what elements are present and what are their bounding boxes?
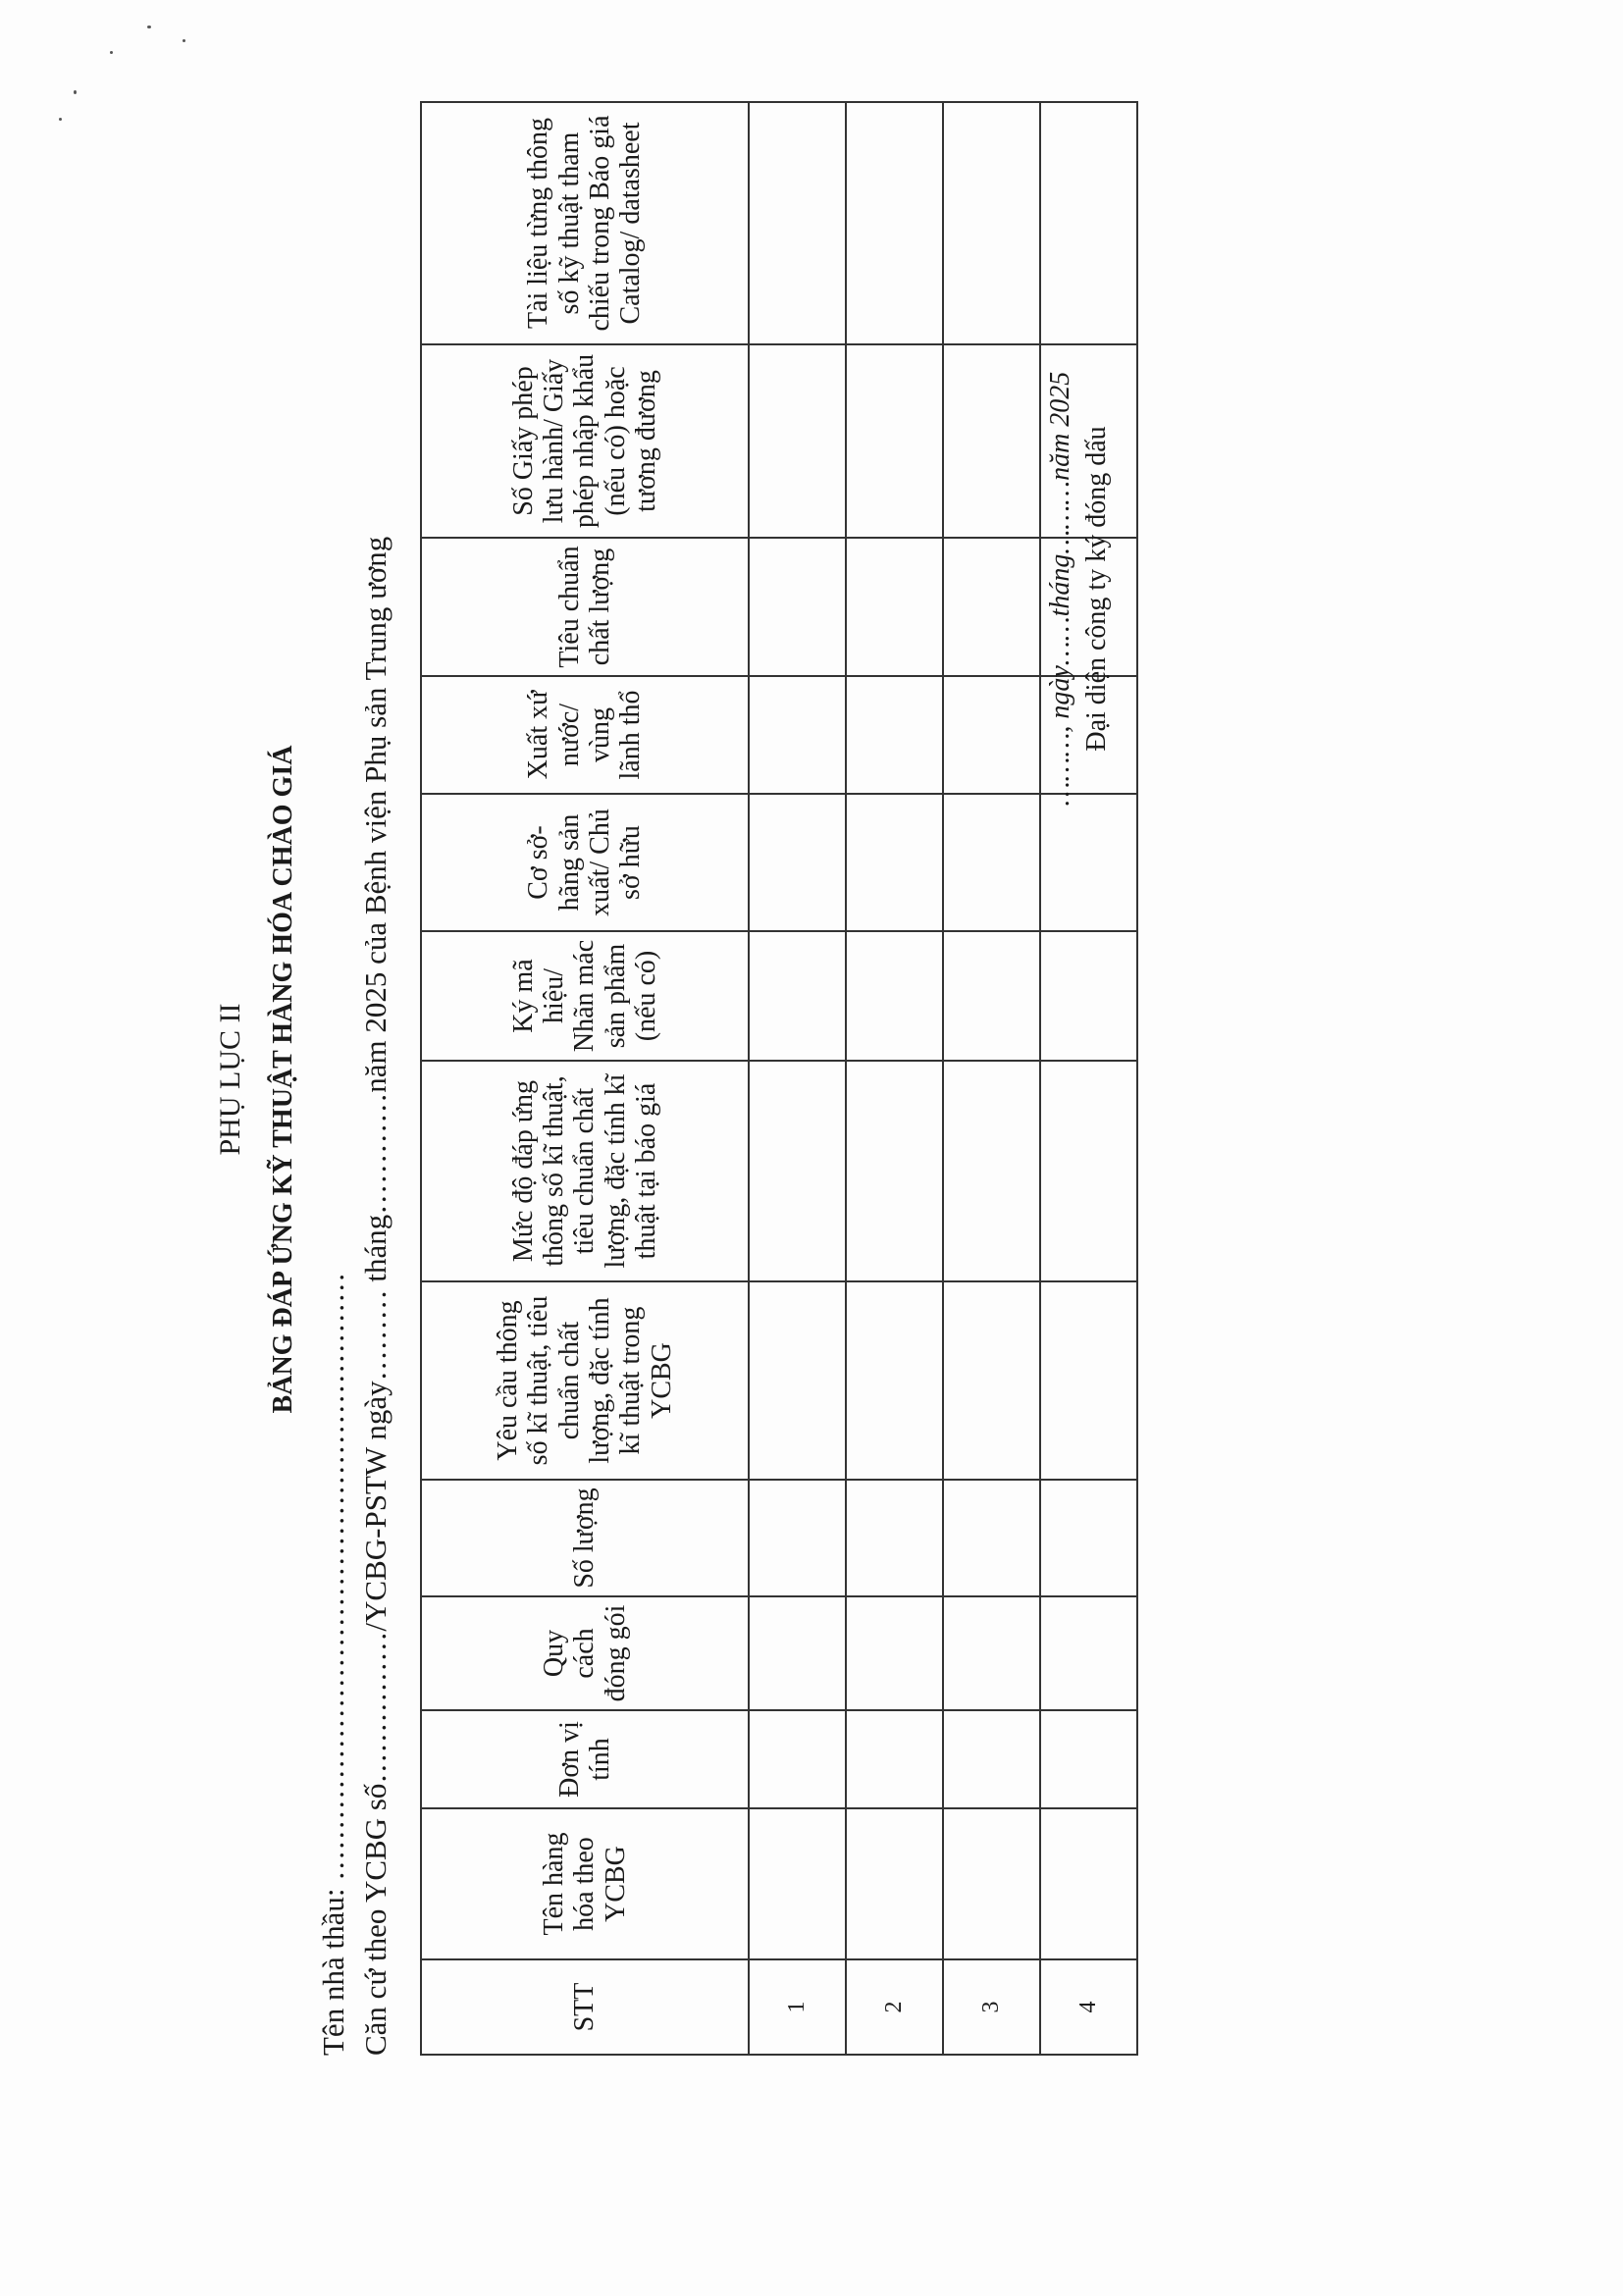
contractor-name-line: Tên nhà thầu: ……………………………………………………: [316, 1272, 350, 2056]
table-cell: [846, 1061, 943, 1281]
table-cell: [846, 1480, 943, 1596]
table-row: [749, 102, 846, 2055]
table-cell: [749, 794, 846, 931]
table-cell: [846, 1808, 943, 1959]
table-cell: [1040, 1596, 1137, 1710]
table-cell: [943, 102, 1040, 344]
row-number: 2: [846, 1959, 943, 2055]
table-cell: [749, 102, 846, 344]
table-cell: [943, 676, 1040, 794]
row-number: 1: [749, 1959, 846, 2055]
document-title: BẢNG ĐÁP ỨNG KỸ THUẬT HÀNG HÓA CHÀO GIÁ: [268, 745, 298, 1414]
table-cell: [846, 931, 943, 1061]
table-cell: [943, 794, 1040, 931]
table-cell: [943, 1596, 1040, 1710]
column-header-goods-name: Tên hàng hóa theo YCBG: [421, 1808, 749, 1959]
table-cell: [943, 1061, 1040, 1281]
appendix-title: PHỤ LỤC II: [214, 1003, 246, 1156]
column-header-manufacturer: Cơ sở- hãng sản xuất/ Chủ sở hữu: [421, 794, 749, 931]
table-cell: [1040, 1710, 1137, 1808]
table-cell: [749, 344, 846, 538]
table-cell: [1040, 1480, 1137, 1596]
table-cell: [1040, 1061, 1137, 1281]
table-cell: [749, 676, 846, 794]
table-cell: [749, 931, 846, 1061]
column-header-required-specs: Yêu cầu thông số kĩ thuật, tiêu chuẩn chất lượng, đặc tính kĩ thuật trong YCBG: [421, 1281, 749, 1480]
row-number: 4: [1040, 1959, 1137, 2055]
header-row: [421, 102, 749, 2055]
table-row: [943, 102, 1040, 2055]
table-cell: [749, 1480, 846, 1596]
rotated-content: [206, 103, 1207, 2056]
column-header-origin: Xuất xứ nước/ vùng lãnh thổ: [421, 676, 749, 794]
table-cell: [943, 1808, 1040, 1959]
table-row: [846, 102, 943, 2055]
table-cell: [1040, 1808, 1137, 1959]
table-cell: [846, 538, 943, 676]
table-cell: [846, 676, 943, 794]
row-number: 3: [943, 1959, 1040, 2055]
table-cell: [943, 1710, 1040, 1808]
column-header-spec-compliance: Mức độ đáp ứng thông số kĩ thuật, tiêu chuẩn chất lượng, đặc tính kĩ thuật tại báo giá: [421, 1061, 749, 1281]
table-cell: [749, 1061, 846, 1281]
scan-speck: [110, 51, 113, 54]
table-cell: [749, 1808, 846, 1959]
table-cell: [943, 538, 1040, 676]
scan-speck: [59, 118, 62, 121]
scan-speck: [183, 39, 185, 42]
table-cell: [1040, 1281, 1137, 1480]
column-header-stt: STT: [421, 1959, 749, 2055]
request-basis-line: Căn cứ theo YCBG số……………/YCBG-PSTW ngày……… tháng…………năm 2025 của Bệnh viện Phụ sản Trung ương: [358, 536, 393, 2056]
column-header-license: Số Giấy phép lưu hành/ Giấy phép nhập khẩu (nếu có) hoặc tương đương: [421, 344, 749, 538]
table-cell: [846, 1596, 943, 1710]
table-cell: [943, 1281, 1040, 1480]
table-cell: [943, 931, 1040, 1061]
technical-response-table: [420, 101, 1138, 2056]
scan-speck: [147, 26, 151, 28]
table-cell: [749, 1596, 846, 1710]
table-cell: [846, 794, 943, 931]
table-cell: [846, 344, 943, 538]
table-cell: [749, 538, 846, 676]
column-header-quality-standard: Tiêu chuẩn chất lượng: [421, 538, 749, 676]
table-cell: [943, 1480, 1040, 1596]
column-header-model-brand: Ký mã hiệu/ Nhãn mác sản phẩm (nếu có): [421, 931, 749, 1061]
column-header-packaging: Quy cách đóng gói: [421, 1596, 749, 1710]
table-cell: [749, 1710, 846, 1808]
table-cell: [749, 1281, 846, 1480]
table-cell: [846, 1281, 943, 1480]
signature-line: Đại diện công ty ký đóng dấu: [1081, 426, 1112, 752]
table-cell: [846, 102, 943, 344]
date-line: ………, ngày……tháng………năm 2025: [1045, 371, 1075, 807]
column-header-unit: Đơn vị tính: [421, 1710, 749, 1808]
table-cell: [846, 1710, 943, 1808]
table-cell: [943, 344, 1040, 538]
scan-speck: [74, 90, 77, 94]
column-header-reference-documents: Tài liệu từng thông số kỹ thuật tham chiếu trong Báo giá Catalog/ datasheet: [421, 102, 749, 344]
column-header-quantity: Số lượng: [421, 1480, 749, 1596]
